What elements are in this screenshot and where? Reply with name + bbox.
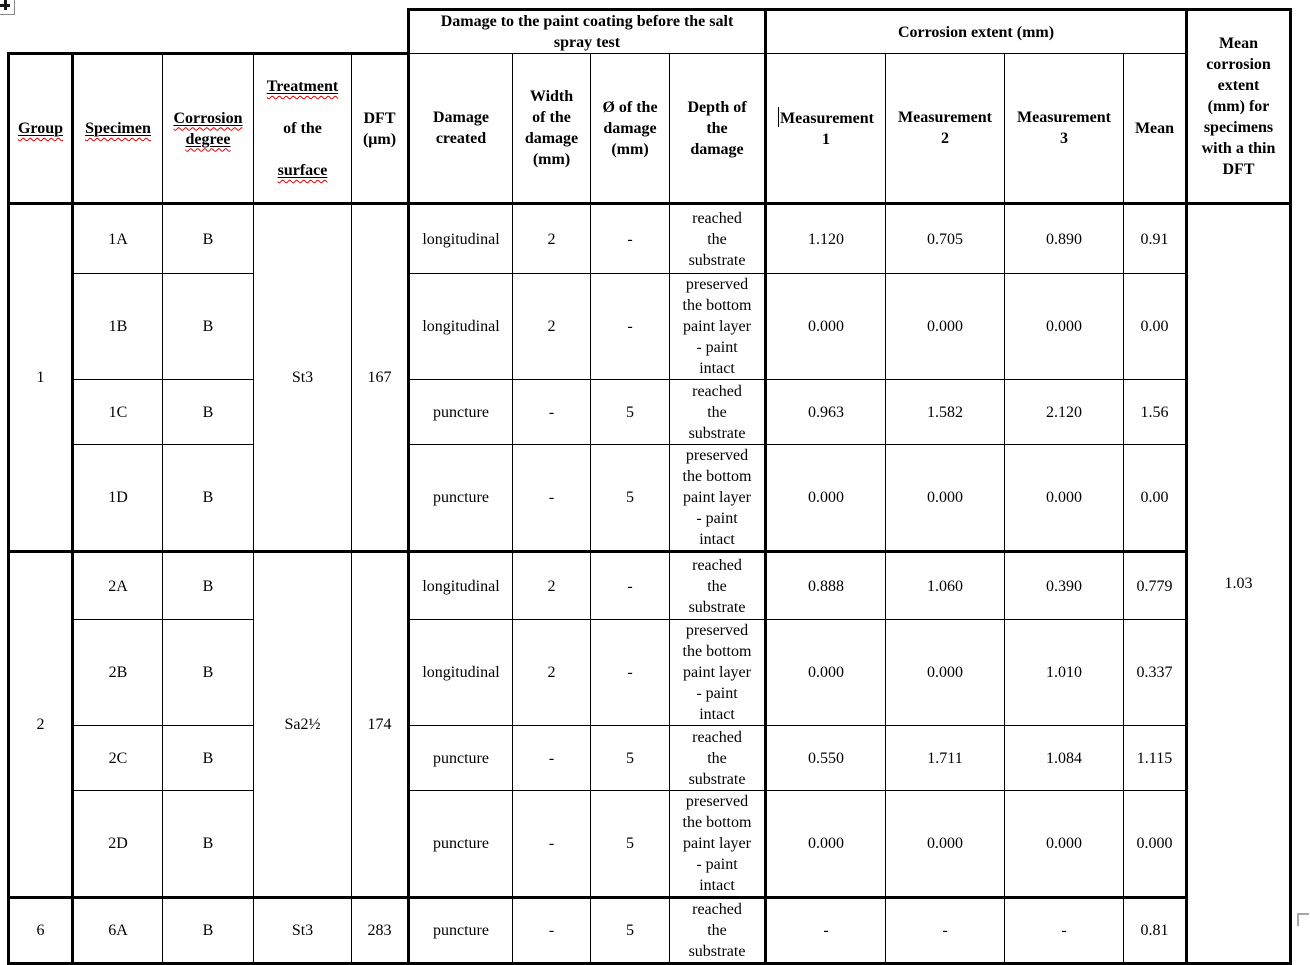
cell-2B-m2: 0.000 — [886, 620, 1005, 726]
cell-2A-mean: 0.779 — [1124, 552, 1187, 620]
cell-1C-diameter: 5 — [591, 380, 670, 445]
cell-1C-width: - — [513, 380, 591, 445]
cell-2B-mean: 0.337 — [1124, 620, 1187, 726]
cell-1D-depth: preserved the bottom paint layer - paint intact — [670, 445, 766, 552]
cell-2C-damage: puncture — [409, 726, 513, 791]
cell-group2-treatment: Sa2½ — [254, 552, 352, 898]
header-corrosion-group: Corrosion extent (mm) — [766, 10, 1187, 54]
cell-1C-specimen: 1C — [73, 380, 163, 445]
cell-2C-depth: reached the substrate — [670, 726, 766, 791]
cell-1D-degree: B — [163, 445, 254, 552]
spellcheck-underline: Treatment — [266, 78, 339, 95]
header-cell-corrosion-degree — [163, 54, 254, 204]
cell-6A-degree: B — [163, 898, 254, 964]
cell-1A-specimen: 1A — [73, 204, 163, 274]
cell-1D-m2: 0.000 — [886, 445, 1005, 552]
cell-2A-damage: longitudinal — [409, 552, 513, 620]
cell-2C-m2: 1.711 — [886, 726, 1005, 791]
cell-2A-m3: 0.390 — [1005, 552, 1124, 620]
header-cell-mean: Mean — [1124, 54, 1187, 204]
cell-2B-specimen: 2B — [73, 620, 163, 726]
cell-group2-dft: 174 — [352, 552, 409, 898]
spellcheck-underline: Corrosion degree — [173, 109, 243, 148]
cell-6A-dft: 283 — [352, 898, 409, 964]
cell-1B-width: 2 — [513, 274, 591, 380]
cell-1C-depth: reached the substrate — [670, 380, 766, 445]
cell-2D-m3: 0.000 — [1005, 791, 1124, 898]
cell-1D-mean: 0.00 — [1124, 445, 1187, 552]
header-damage-group: Damage to the paint coating before the salt spray test — [409, 10, 766, 54]
cell-2B-m3: 1.010 — [1005, 620, 1124, 726]
header-cell-measurement-2: Measurement 2 — [886, 54, 1005, 204]
cell-2A-m1: 0.888 — [766, 552, 886, 620]
cell-1B-degree: B — [163, 274, 254, 380]
cell-2C-mean: 1.115 — [1124, 726, 1187, 791]
cell-2C-m3: 1.084 — [1005, 726, 1124, 791]
cell-1A-m2: 0.705 — [886, 204, 1005, 274]
header-cell-measurement-1: Measurement 1 — [766, 54, 886, 204]
cell-2A-specimen: 2A — [73, 552, 163, 620]
cell-2C-diameter: 5 — [591, 726, 670, 791]
cell-1D-specimen: 1D — [73, 445, 163, 552]
cell-2D-mean: 0.000 — [1124, 791, 1187, 898]
cell-1A-diameter: - — [591, 204, 670, 274]
cell-6A-diameter: 5 — [591, 898, 670, 964]
header-cell-dft: DFT (μm) — [352, 54, 409, 204]
cell-2B-damage: longitudinal — [409, 620, 513, 726]
cell-6A-specimen: 6A — [73, 898, 163, 964]
cell-2A-m2: 1.060 — [886, 552, 1005, 620]
move-cross-icon — [0, 4, 10, 7]
header-cell-group — [9, 54, 73, 204]
cell-2C-m1: 0.550 — [766, 726, 886, 791]
cell-2A-width: 2 — [513, 552, 591, 620]
cell-1C-degree: B — [163, 380, 254, 445]
cell-2B-degree: B — [163, 620, 254, 726]
header-cell-specimen — [73, 54, 163, 204]
cell-group-2: 2 — [9, 552, 73, 898]
cell-1B-m3: 0.000 — [1005, 274, 1124, 380]
header-cell-damage-created: Damage created — [409, 54, 513, 204]
cell-2A-depth: reached the substrate — [670, 552, 766, 620]
cell-1A-depth: reached the substrate — [670, 204, 766, 274]
header-cell-damage-diameter: Ø of the damage (mm) — [591, 54, 670, 204]
cell-1C-m1: 0.963 — [766, 380, 886, 445]
header-cell-measurement-3: Measurement 3 — [1005, 54, 1124, 204]
cell-1D-m3: 0.000 — [1005, 445, 1124, 552]
cell-6A-treatment: St3 — [254, 898, 352, 964]
cell-2A-diameter: - — [591, 552, 670, 620]
cell-6A-m1: - — [766, 898, 886, 964]
cell-mean-corrosion-thin-dft-value: 1.03 — [1187, 204, 1291, 964]
cell-1B-depth: preserved the bottom paint layer - paint intact — [670, 274, 766, 380]
cell-1C-m2: 1.582 — [886, 380, 1005, 445]
cell-1D-diameter: 5 — [591, 445, 670, 552]
cell-2D-degree: B — [163, 791, 254, 898]
cell-2B-depth: preserved the bottom paint layer - paint intact — [670, 620, 766, 726]
header-cell-damage-width: Width of the damage (mm) — [513, 54, 591, 204]
cell-6A-width: - — [513, 898, 591, 964]
cell-2C-degree: B — [163, 726, 254, 791]
cell-6A-m3: - — [1005, 898, 1124, 964]
cell-2D-width: - — [513, 791, 591, 898]
cell-2D-specimen: 2D — [73, 791, 163, 898]
cell-2A-degree: B — [163, 552, 254, 620]
cell-2B-width: 2 — [513, 620, 591, 726]
cell-2B-m1: 0.000 — [766, 620, 886, 726]
header-mean-corrosion-thin-dft: Mean corrosion extent (mm) for specimens with a thin DFT — [1187, 10, 1291, 204]
cell-1B-diameter: - — [591, 274, 670, 380]
cell-group1-dft: 167 — [352, 204, 409, 552]
corrosion-results-table — [7, 8, 1292, 965]
cell-1D-m1: 0.000 — [766, 445, 886, 552]
cell-1B-specimen: 1B — [73, 274, 163, 380]
cell-6A-m2: - — [886, 898, 1005, 964]
cell-2D-m1: 0.000 — [766, 791, 886, 898]
text-cursor — [778, 107, 779, 127]
cell-6A-mean: 0.81 — [1124, 898, 1187, 964]
cell-1B-m2: 0.000 — [886, 274, 1005, 380]
header-cell-damage-depth: Depth of the damage — [670, 54, 766, 204]
table-resize-handle-icon[interactable] — [1297, 913, 1309, 926]
header-cell-treatment: Treatment of the surface — [254, 54, 352, 204]
cell-1B-m1: 0.000 — [766, 274, 886, 380]
empty-area-above-left-columns — [9, 10, 409, 54]
cell-1D-width: - — [513, 445, 591, 552]
cell-2C-width: - — [513, 726, 591, 791]
cell-group-6: 6 — [9, 898, 73, 964]
cell-1A-width: 2 — [513, 204, 591, 274]
cell-1A-degree: B — [163, 204, 254, 274]
spellcheck-underline: Group — [17, 120, 64, 137]
cell-2B-diameter: - — [591, 620, 670, 726]
cell-group-1: 1 — [9, 204, 73, 552]
cell-2D-damage: puncture — [409, 791, 513, 898]
cell-2C-specimen: 2C — [73, 726, 163, 791]
cell-1A-m1: 1.120 — [766, 204, 886, 274]
cell-1A-mean: 0.91 — [1124, 204, 1187, 274]
cell-1B-mean: 0.00 — [1124, 274, 1187, 380]
cell-1C-m3: 2.120 — [1005, 380, 1124, 445]
cell-group1-treatment: St3 — [254, 204, 352, 552]
cell-1C-mean: 1.56 — [1124, 380, 1187, 445]
cell-2D-m2: 0.000 — [886, 791, 1005, 898]
cell-1C-damage: puncture — [409, 380, 513, 445]
spellcheck-underline: Specimen — [85, 120, 151, 137]
cell-6A-depth: reached the substrate — [670, 898, 766, 964]
cell-2D-depth: preserved the bottom paint layer - paint intact — [670, 791, 766, 898]
cell-6A-damage: puncture — [409, 898, 513, 964]
cell-1B-damage: longitudinal — [409, 274, 513, 380]
spellcheck-underline: surface — [277, 162, 328, 179]
cell-1D-damage: puncture — [409, 445, 513, 552]
cell-1A-m3: 0.890 — [1005, 204, 1124, 274]
cell-1A-damage: longitudinal — [409, 204, 513, 274]
cell-2D-diameter: 5 — [591, 791, 670, 898]
